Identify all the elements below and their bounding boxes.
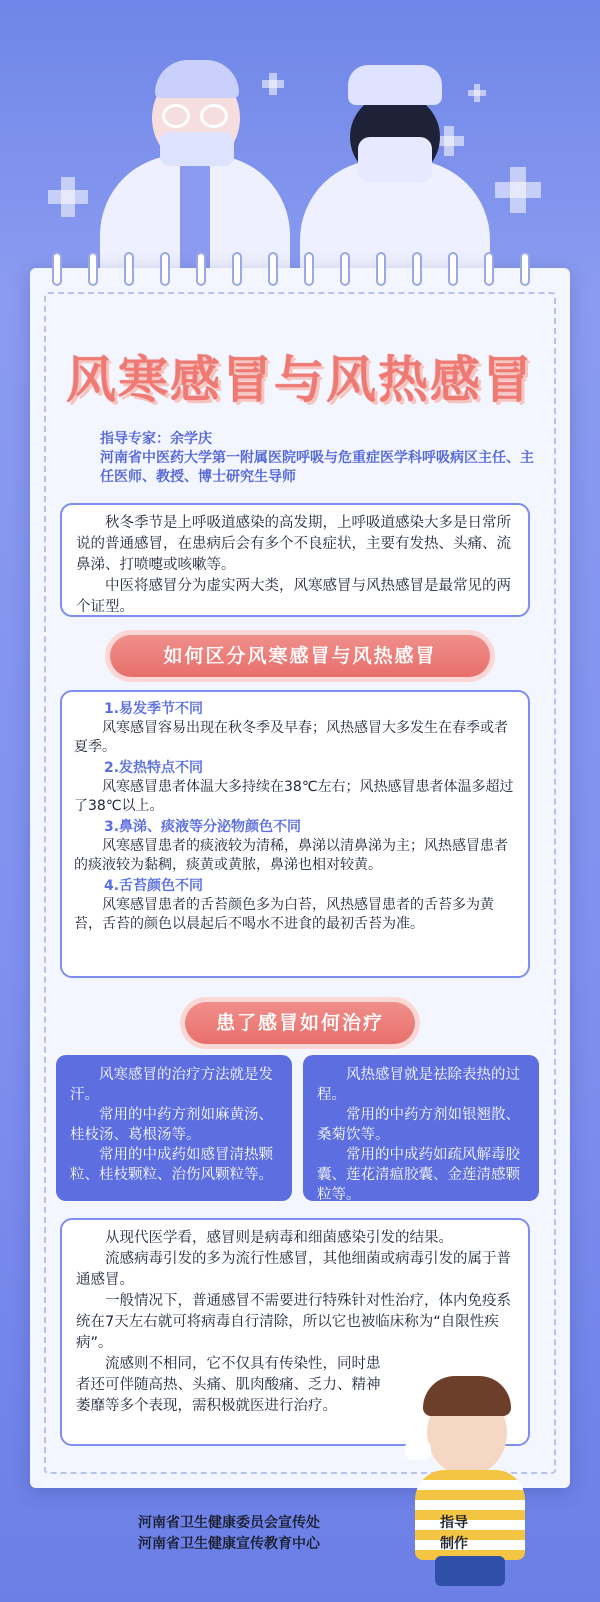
modern-paragraph: 流感病毒引发的多为流行性感冒，其他细菌或病毒引发的属于普通感冒。 [76, 1251, 511, 1288]
distinguish-item-title: 1.易发季节不同 [104, 701, 204, 717]
treatment-text: 常用的中药方剂如银翘散、桑菊饮等。 [317, 1107, 520, 1143]
treatment-text: 常用的中成药如感冒清热颗粒、桂枝颗粒、治伤风颗粒等。 [70, 1147, 273, 1183]
binder-ring [412, 252, 422, 286]
binder-ring [160, 252, 170, 286]
footer-org: 河南省卫生健康宣传教育中心 [138, 1536, 320, 1552]
intro-paragraph: 中医将感冒分为虚实两大类，风寒感冒与风热感冒是最常见的两个证型。 [76, 578, 511, 615]
distinguish-item-text: 风寒感冒患者体温大多持续在38℃左右；风热感冒患者体温多超过了38℃以上。 [74, 779, 514, 814]
male-doctor-illustration [100, 60, 290, 270]
intro-paragraph: 秋冬季节是上呼吸道感染的高发期，上呼吸道感染大多是日常所说的普通感冒，在患病后会有多个不良症状，主要有发热、头痛、流鼻涕、打喷嚏或咳嗽等。 [76, 515, 511, 573]
expert-title: 河南省中医药大学第一附属医院呼吸与危重症医学科呼吸病区主任、主任医师、教授、博士研究生导师 [100, 450, 534, 485]
distinguish-card [60, 690, 530, 978]
binder-ring [340, 252, 350, 286]
footer [138, 1513, 468, 1555]
distinguish-item-title: 4.舌苔颜色不同 [104, 878, 204, 894]
distinguish-item-text: 风寒感冒容易出现在秋冬季及早春；风热感冒大多发生在春季或者夏季。 [74, 720, 508, 755]
page-title: 风寒感冒与风热感冒 [66, 350, 534, 409]
intro-card [60, 503, 530, 617]
wind-heat-treatment-card [303, 1055, 539, 1201]
binder-ring [196, 252, 206, 286]
distinguish-item-title: 3.鼻涕、痰液等分泌物颜色不同 [104, 819, 302, 835]
treatment-text: 风热感冒就是祛除表热的过程。 [317, 1067, 520, 1103]
footer-role: 制作 [440, 1536, 468, 1552]
treatment-text: 风寒感冒的治疗方法就是发汗。 [70, 1067, 273, 1103]
binder-ring [520, 252, 530, 286]
binder-ring [484, 252, 494, 286]
medical-cross-icon [61, 177, 75, 217]
distinguish-item-text: 风寒感冒患者的痰液较为清稀，鼻涕以清鼻涕为主；风热感冒患者的痰液较为黏稠，痰黄或黄脓，鼻涕也相对较黄。 [74, 838, 508, 873]
binder-ring [124, 252, 134, 286]
footer-role: 指导 [440, 1515, 468, 1531]
treatment-text: 常用的中成药如疏风解毒胶囊、莲花清瘟胶囊、金莲清感颗粒等。 [317, 1147, 520, 1203]
section-heading-distinguish: 如何区分风寒感冒与风热感冒 [110, 635, 490, 677]
distinguish-item-text: 风寒感冒患者的舌苔颜色多为白苔，风热感冒患者的舌苔多为黄苔，舌苔的颜色以晨起后不喝水不进食的最初舌苔为准。 [74, 897, 494, 932]
binder-ring [232, 252, 242, 286]
binder-ring [448, 252, 458, 286]
modern-paragraph: 从现代医学看，感冒则是病毒和细菌感染引发的结果。 [105, 1230, 453, 1246]
modern-paragraph: 流感则不相同，它不仅具有传染性，同时患者还可伴随高热、头痛、肌肉酸痛、乏力、精神萎靡等多个表现，需积极就医进行治疗。 [76, 1356, 381, 1414]
distinguish-item-title: 2.发热特点不同 [104, 760, 204, 776]
binder-ring [52, 252, 62, 286]
binder-ring [304, 252, 314, 286]
modern-paragraph: 一般情况下，普通感冒不需要进行特殊针对性治疗，体内免疫系统在7天左右就可将病毒自行清除，所以它也被临床称为“自限性疾病”。 [76, 1293, 511, 1351]
footer-org: 河南省卫生健康委员会宣传处 [138, 1515, 320, 1531]
binder-ring [88, 252, 98, 286]
sneezing-child-illustration [405, 1370, 535, 1600]
female-nurse-illustration [300, 65, 490, 270]
expert-name: 指导专家：余学庆 [100, 431, 212, 447]
treatment-text: 常用的中药方剂如麻黄汤、桂枝汤、葛根汤等。 [70, 1107, 273, 1143]
binder-ring [376, 252, 386, 286]
section-heading-treatment: 患了感冒如何治疗 [185, 1002, 415, 1044]
binder-ring [268, 252, 278, 286]
medical-cross-icon [510, 167, 526, 213]
wind-cold-treatment-card [56, 1055, 292, 1201]
expert-info [100, 430, 540, 487]
